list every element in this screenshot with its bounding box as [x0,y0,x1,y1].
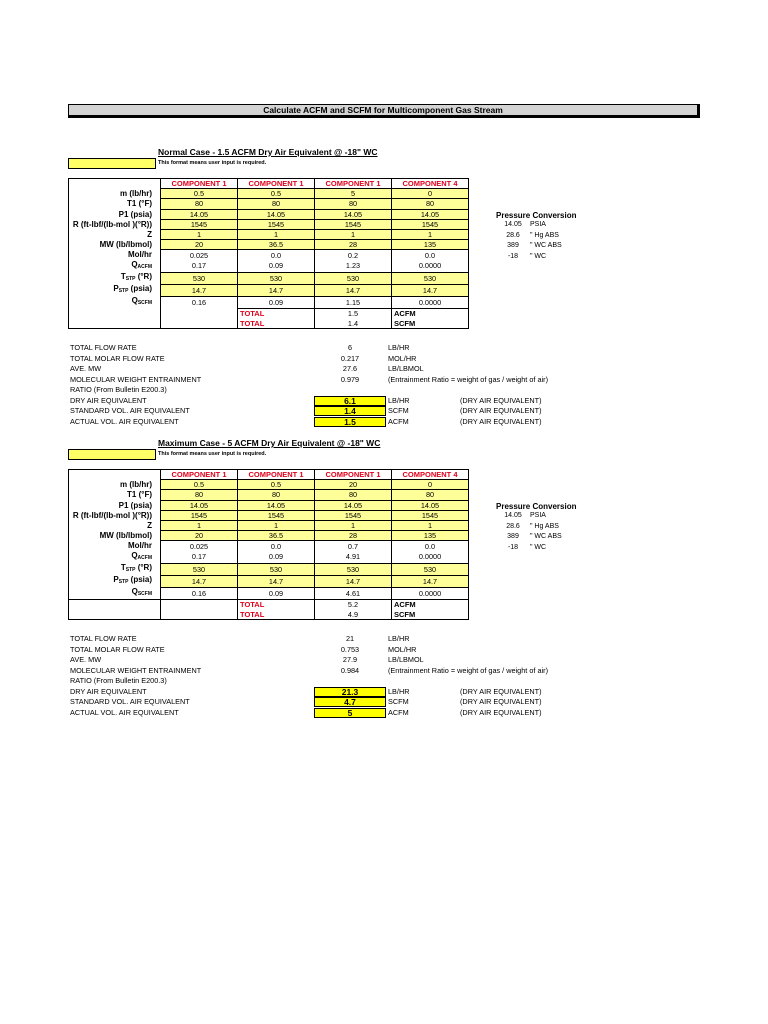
input-cell[interactable]: 36.5 [238,531,315,541]
table-row [69,199,469,209]
input-cell[interactable]: 1545 [161,510,238,520]
table-row [69,531,469,541]
row-label: P1 (psia) [69,500,161,510]
input-cell[interactable]: 530 [315,272,392,284]
row-label: $P_{STP}$ (psia) [69,284,161,296]
input-cell[interactable]: 1 [392,520,469,530]
input-cell[interactable]: 80 [238,490,315,500]
input-cell[interactable]: 0 [392,480,469,490]
table-row [69,296,469,308]
table-row [69,563,469,575]
row-label: $Q_{SCFM}$ [69,296,161,308]
pressure-conversion [496,502,576,554]
column-header: COMPONENT 4 [392,179,469,189]
input-cell[interactable]: 1545 [315,510,392,520]
input-cell[interactable]: 1545 [238,510,315,520]
table-row [69,500,469,510]
value-cell: 0.0000 [392,587,469,600]
value-cell: 0.0 [238,541,315,551]
row-label: $Q_{ACFM}$ [69,260,161,272]
input-cell[interactable]: 135 [392,240,469,250]
table-row [69,587,469,600]
input-cell[interactable]: 1 [161,520,238,530]
column-header: COMPONENT 1 [238,179,315,189]
input-cell[interactable]: 1 [161,229,238,239]
input-cell[interactable]: 1 [238,520,315,530]
input-cell[interactable]: 530 [238,272,315,284]
result-box: 6.1 [314,396,386,406]
input-cell[interactable]: 1 [392,229,469,239]
input-cell[interactable]: 0.5 [161,480,238,490]
total-unit: ACFM [392,308,469,318]
input-cell[interactable]: 1 [238,229,315,239]
input-cell[interactable]: 20 [161,240,238,250]
input-cell[interactable]: 80 [315,199,392,209]
table-row [69,551,469,563]
input-cell[interactable]: 28 [315,240,392,250]
total-unit: SCFM [392,318,469,328]
input-cell[interactable]: 1545 [238,219,315,229]
input-cell[interactable]: 530 [161,563,238,575]
total-row [69,308,469,318]
input-cell[interactable]: 1 [315,229,392,239]
value-cell: 0.0000 [392,551,469,563]
input-cell[interactable]: 530 [315,563,392,575]
input-legend-swatch [68,158,156,169]
total-row [69,600,469,610]
list-item: 28.6 " Hg ABS [506,231,559,239]
row-label: $P_{STP}$ (psia) [69,575,161,587]
input-cell[interactable]: 14.7 [161,575,238,587]
table-row [69,240,469,250]
input-cell[interactable]: 0.5 [238,480,315,490]
total-value: 1.5 [315,308,392,318]
pressure-conversion [496,211,576,263]
list-item: 14.05 PSIA [504,221,546,228]
total-value: 4.9 [315,610,392,620]
input-cell[interactable]: 14.05 [315,500,392,510]
input-cell[interactable]: 14.05 [315,209,392,219]
table-row [69,510,469,520]
component-table [68,178,469,329]
input-cell[interactable]: 135 [392,531,469,541]
total-unit: ACFM [392,600,469,610]
row-label: T1 (°F) [69,199,161,209]
value-cell: 0.16 [161,296,238,308]
row-label: T1 (°F) [69,490,161,500]
value-cell: 0.0000 [392,296,469,308]
total-value: 5.2 [315,600,392,610]
column-header: COMPONENT 1 [238,470,315,480]
value-cell: 0.09 [238,551,315,563]
input-cell[interactable]: 14.7 [238,575,315,587]
table-row [69,541,469,551]
row-label: m (lb/hr) [69,189,161,199]
row-label: $Q_{SCFM}$ [69,587,161,600]
input-cell[interactable]: 14.7 [238,284,315,296]
value-cell: 0.09 [238,587,315,600]
total-label: TOTAL [238,610,315,620]
total-row [69,318,469,328]
total-label: TOTAL [238,308,315,318]
row-label: R (ft-lbf/(lb-mol )(°R)) [69,510,161,520]
table-header-row [69,470,469,480]
input-cell[interactable]: 5 [315,189,392,199]
input-cell[interactable]: 14.7 [161,284,238,296]
row-label: Mol/hr [69,250,161,260]
pressure-conversion-title: Pressure Conversion [496,502,577,511]
row-label: $T_{STP}$ (°R) [69,272,161,284]
value-cell: 1.15 [315,296,392,308]
input-cell[interactable]: 14.05 [161,500,238,510]
column-header: COMPONENT 4 [392,470,469,480]
table-row [69,189,469,199]
input-cell[interactable]: 14.7 [315,575,392,587]
list-item: 28.6 " Hg ABS [506,522,559,530]
row-label: R (ft-lbf/(lb-mol )(°R)) [69,219,161,229]
row-label: MW (lb/lbmol) [69,240,161,250]
case-title: Maximum Case - 5 ACFM Dry Air Equivalent @ -18" WC [158,438,381,448]
list-item: -18 " WC [507,543,547,551]
list-item: -18 " WC [507,252,547,260]
input-cell[interactable]: 1545 [161,219,238,229]
list-item: 389 " WC ABS [507,533,562,540]
column-header: COMPONENT 1 [161,470,238,480]
sheet-title: Calculate ACFM and SCFM for Multicomponent Gas Stream [68,104,700,118]
input-cell[interactable]: 0.5 [238,189,315,199]
value-cell: 4.61 [315,587,392,600]
total-row [69,610,469,620]
table-row [69,250,469,260]
input-cell[interactable]: 14.05 [392,209,469,219]
list-item: 14.05 PSIA [504,512,546,519]
input-cell[interactable]: 14.7 [315,284,392,296]
value-cell: 0.0000 [392,260,469,272]
value-cell: 4.91 [315,551,392,563]
value-cell: 0.025 [161,541,238,551]
input-cell[interactable]: 14.7 [392,575,469,587]
column-header: COMPONENT 1 [315,470,392,480]
value-cell: 0.17 [161,260,238,272]
table-row [69,575,469,587]
row-label: Z [69,229,161,239]
input-cell[interactable]: 14.05 [238,209,315,219]
input-cell[interactable]: 1545 [392,510,469,520]
input-cell[interactable]: 14.05 [392,500,469,510]
table-header-row [69,179,469,189]
input-cell[interactable]: 0 [392,189,469,199]
input-cell[interactable]: 0.5 [161,189,238,199]
list-item: 389 " WC ABS [507,242,562,249]
value-cell: 0.2 [315,250,392,260]
value-cell: 0.17 [161,551,238,563]
result-box: 1.5 [314,417,386,427]
input-cell[interactable]: 80 [392,490,469,500]
pressure-conversion-title: Pressure Conversion [496,211,577,220]
input-legend-text: This format means user input is required. [158,160,267,166]
row-label: $T_{STP}$ (°R) [69,563,161,575]
input-cell[interactable]: 530 [238,563,315,575]
table-row [69,272,469,284]
row-label: Z [69,520,161,530]
input-cell[interactable]: 1 [315,520,392,530]
input-cell[interactable]: 1545 [315,219,392,229]
input-cell[interactable]: 28 [315,531,392,541]
result-box: 1.4 [314,406,386,416]
table-row [69,209,469,219]
component-table [68,469,469,620]
table-row [69,260,469,272]
table-row [69,229,469,239]
case-title: Normal Case - 1.5 ACFM Dry Air Equivalent @ -18" WC [158,147,378,157]
input-cell[interactable]: 80 [238,199,315,209]
result-box: 21.3 [314,687,386,697]
value-cell: 0.7 [315,541,392,551]
input-cell[interactable]: 80 [315,490,392,500]
row-label: m (lb/hr) [69,480,161,490]
result-box: 4.7 [314,697,386,707]
input-cell[interactable]: 530 [161,272,238,284]
total-value: 1.4 [315,318,392,328]
input-cell[interactable]: 14.7 [392,284,469,296]
input-cell[interactable]: 14.05 [238,500,315,510]
table-row [69,284,469,296]
result-box: 5 [314,708,386,718]
total-unit: SCFM [392,610,469,620]
row-label: Mol/hr [69,541,161,551]
value-cell: 0.0 [392,250,469,260]
input-legend-swatch [68,449,156,460]
row-label: $Q_{ACFM}$ [69,551,161,563]
input-cell[interactable]: 36.5 [238,240,315,250]
input-cell[interactable]: 530 [392,563,469,575]
input-cell[interactable]: 20 [161,531,238,541]
table-row [69,480,469,490]
row-label: MW (lb/lbmol) [69,531,161,541]
input-cell[interactable]: 530 [392,272,469,284]
input-cell[interactable]: 80 [161,490,238,500]
column-header: COMPONENT 1 [161,179,238,189]
table-row [69,490,469,500]
value-cell: 1.23 [315,260,392,272]
input-cell[interactable]: 14.05 [161,209,238,219]
value-cell: 0.0 [238,250,315,260]
total-label: TOTAL [238,318,315,328]
row-label: P1 (psia) [69,209,161,219]
value-cell: 0.0 [392,541,469,551]
total-label: TOTAL [238,600,315,610]
column-header: COMPONENT 1 [315,179,392,189]
input-cell[interactable]: 80 [392,199,469,209]
input-cell[interactable]: 20 [315,480,392,490]
table-row [69,520,469,530]
value-cell: 0.025 [161,250,238,260]
table-row [69,219,469,229]
input-legend-text: This format means user input is required. [158,451,267,457]
value-cell: 0.09 [238,260,315,272]
input-cell[interactable]: 1545 [392,219,469,229]
value-cell: 0.09 [238,296,315,308]
input-cell[interactable]: 80 [161,199,238,209]
value-cell: 0.16 [161,587,238,600]
